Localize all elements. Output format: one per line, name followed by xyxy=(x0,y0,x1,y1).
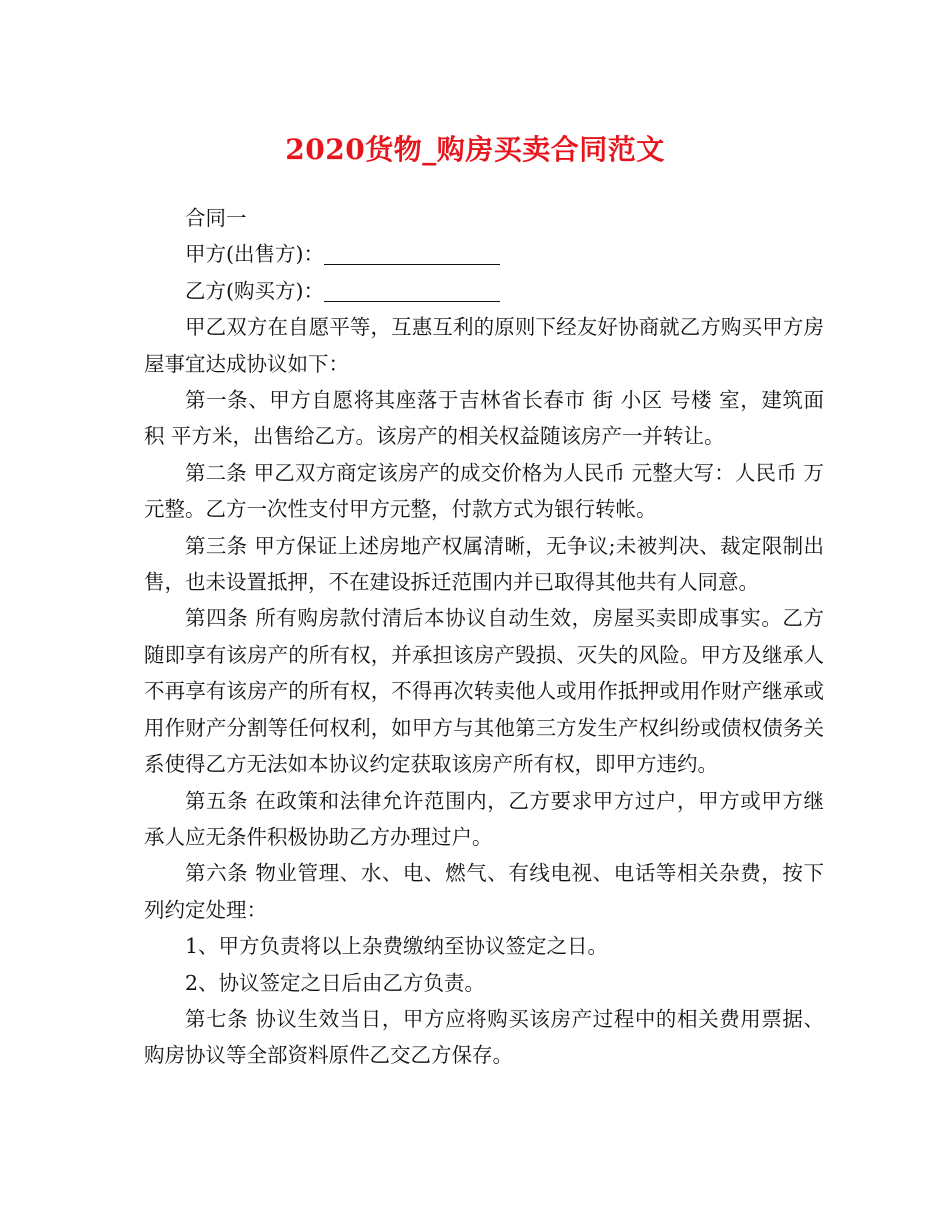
party-b-blank xyxy=(324,279,500,302)
paragraph-article-3: 第三条 甲方保证上述房地产权属清晰，无争议;未被判决、裁定限制出售，也未设置抵押，不在建设拆迁范围内并已取得其他共有人同意。 xyxy=(144,533,824,595)
party-a-line xyxy=(144,236,824,272)
party-a-label: 甲方(出售方)： xyxy=(185,242,324,267)
paragraph-intro: 甲乙双方在自愿平等，互惠互利的原则下经友好协商就乙方购买甲方房屋事宜达成协议如下： xyxy=(144,315,824,376)
paragraph-item-1: 1、甲方负责将以上杂费缴纳至协议签定之日。 xyxy=(185,934,609,959)
contract-heading: 合同一 xyxy=(185,206,247,230)
paragraph-item-2: 2、协议签定之日后由乙方负责。 xyxy=(185,970,486,995)
paragraph-article-4: 第四条 所有购房款付清后本协议自动生效，房屋买卖即成事实。乙方随即享有该房产的所有权，并承担该房产毁损、灭失的风险。甲方及继承人不再享有该房产的所有权，不得再次转卖他人或用作抵押或用作财产继承或用作财产分割等任何权利，如甲方与其他第三方发生产权纠纷或债权债务关系使得乙方无法如本协议约定获取该房产所有权，即甲方违约。 xyxy=(144,606,824,777)
paragraph-article-2: 第二条 甲乙双方商定该房产的成交价格为人民币 元整大写：人民币 万元整。乙方一次性支付甲方元整，付款方式为银行转帐。 xyxy=(144,460,824,522)
paragraph-article-6: 第六条 物业管理、水、电、燃气、有线电视、电话等相关杂费，按下列约定处理： xyxy=(144,861,824,922)
party-a-blank xyxy=(324,242,500,265)
document-body xyxy=(144,200,824,1074)
party-b-label: 乙方(购买方)： xyxy=(185,278,324,303)
paragraph-article-1: 第一条、甲方自愿将其座落于吉林省长春市 街 小区 号楼 室，建筑面积 平方米，出售给乙方。该房产的相关权益随该房产一并转让。 xyxy=(144,388,824,449)
paragraph-article-7: 第七条 协议生效当日，甲方应将购买该房产过程中的相关费用票据、购房协议等全部资料原件乙交乙方保存。 xyxy=(144,1006,824,1068)
document-title: 2020货物_购房买卖合同范文 xyxy=(285,133,665,166)
paragraph-article-5: 第五条 在政策和法律允许范围内，乙方要求甲方过户，甲方或甲方继承人应无条件积极协助乙方办理过户。 xyxy=(144,788,824,849)
party-b-line xyxy=(144,273,824,309)
